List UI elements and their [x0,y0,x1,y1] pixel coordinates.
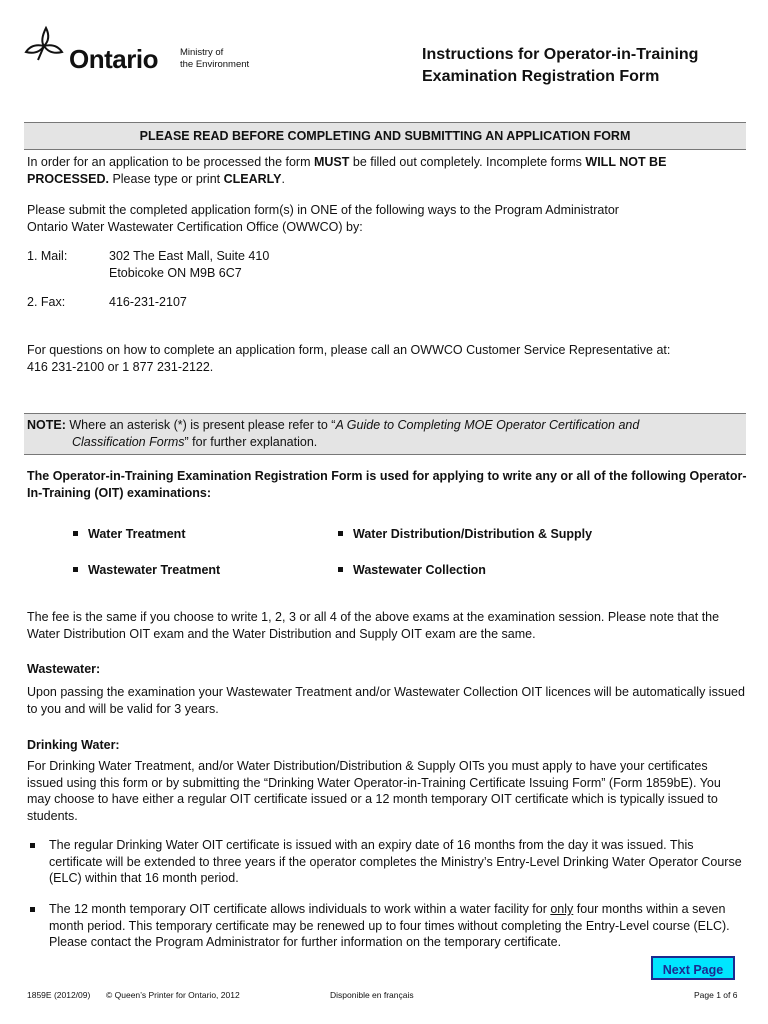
exam-item: Water Treatment [73,527,185,541]
ontario-logo [24,24,174,80]
mail-address-line2: Etobicoke ON M9B 6C7 [109,265,242,280]
read-before-banner: PLEASE READ BEFORE COMPLETING AND SUBMITTING AN APPLICATION FORM [24,122,746,150]
drinking-water-paragraph: For Drinking Water Treatment, and/or Water Distribution/Distribution & Supply OITs you must apply to have your certificates issued using this form or by submitting the “Drinking Water Operator-in-Training Certificate Issuing Form” (Form 1859bE). You may choose to have either a regular OIT certificate issued or a 12 month temporary OIT certificate which is typically issued to students. [27,759,721,823]
wastewater-heading: Wastewater: [27,662,101,676]
fax-number: 416-231-2107 [109,295,187,309]
submit-paragraph: Please submit the completed application form(s) in ONE of the following ways to the Program Administrator Ontario Water Wastewater Certification Office (OWWCO) by: [27,203,619,234]
note-box: NOTE: Where an asterisk (*) is present please refer to “A Guide to Completing MOE Operator Certification and Classification Forms” for further explanation. [24,413,746,455]
mail-address-line1: 302 The East Mall, Suite 410 [109,249,270,263]
next-page-button[interactable]: Next Page [651,956,735,980]
exam-item: Wastewater Collection [338,563,486,577]
exam-item: Wastewater Treatment [73,563,220,577]
drinking-water-heading: Drinking Water: [27,738,120,752]
logo-wordmark: Ontario [69,44,158,74]
trillium-icon [24,24,70,70]
intro-paragraph: In order for an application to be processed the form MUST be filled out completely. Incomplete forms WILL NOT BE PROCESSED. Please type or print CLEARLY. [27,155,667,186]
fee-paragraph: The fee is the same if you choose to write 1, 2, 3 or all 4 of the above exams at the examination session. Please note that the Water Distribution OIT exam and the Water Distribution and Supply OIT exam are the same. [27,610,720,641]
bullet-icon [30,907,35,912]
questions-paragraph: For questions on how to complete an application form, please call an OWWCO Customer Service Representative at: 416 231-2100 or 1 877 231-2122. [27,343,671,374]
page-number: Page 1 of 6 [694,990,738,1000]
purpose-paragraph: The Operator-in-Training Examination Registration Form is used for applying to write any or all of the following Operator-In-Training (OIT) examinations: [27,469,747,500]
page-title: Instructions for Operator-in-Training Examination Registration Form [422,46,699,85]
french-availability: Disponible en français [330,990,414,1000]
ministry-name: Ministry of the Environment [180,47,250,70]
note-label: NOTE: [27,418,66,432]
copyright: © Queen’s Printer for Ontario, 2012 [106,990,240,1000]
bullet-icon [30,843,35,848]
wastewater-paragraph: Upon passing the examination your Wastewater Treatment and/or Wastewater Collection OIT licences will be automatically issued to you and will be valid for 3 years. [27,685,745,716]
exam-item: Water Distribution/Distribution & Supply [338,527,592,541]
form-number: 1859E (2012/09) [27,990,91,1000]
